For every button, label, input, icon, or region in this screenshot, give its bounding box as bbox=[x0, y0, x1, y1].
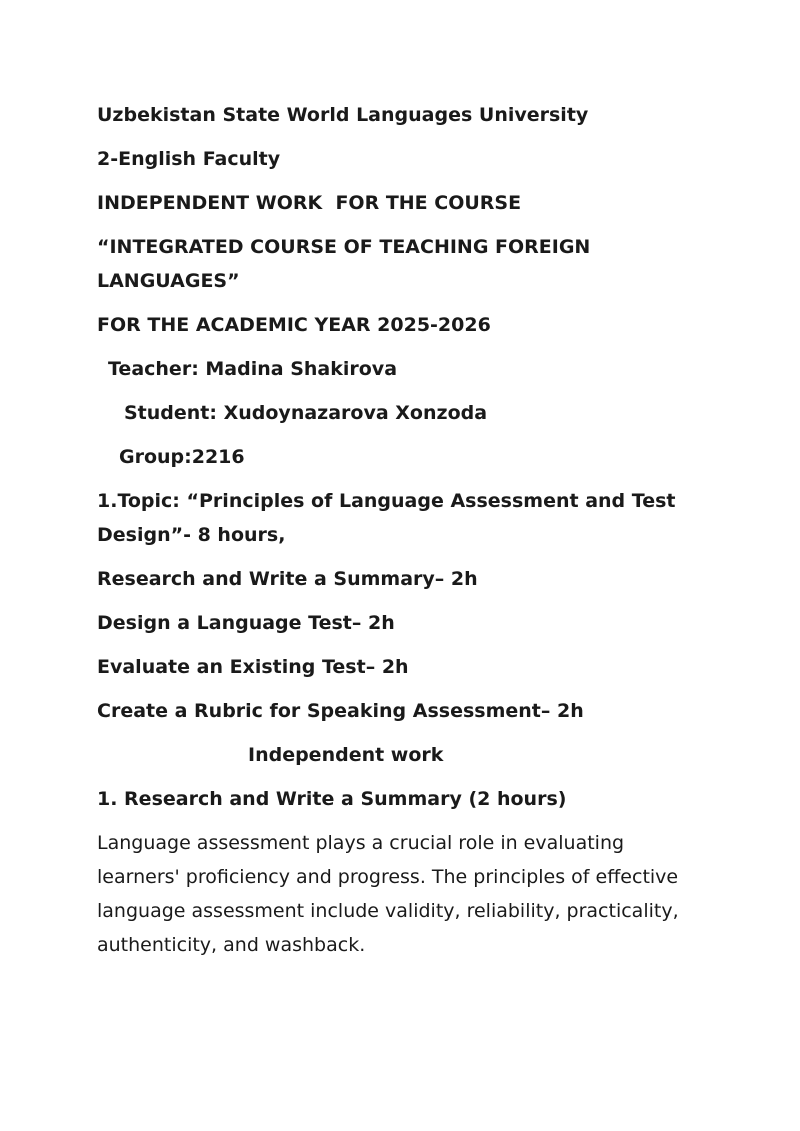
topic-title: 1.Topic: “Principles of Language Assessment and Test Design”- 8 hours, bbox=[97, 490, 683, 546]
document-page bbox=[97, 98, 697, 962]
work-title: INDEPENDENT WORK FOR THE COURSE bbox=[97, 192, 522, 214]
group-number: Group:2216 bbox=[119, 446, 245, 468]
task-item: Research and Write a Summary– 2h bbox=[97, 568, 478, 590]
task-item: Evaluate an Existing Test– 2h bbox=[97, 656, 409, 678]
section-subheading: 1. Research and Write a Summary (2 hours) bbox=[97, 788, 567, 810]
task-item: Design a Language Test– 2h bbox=[97, 612, 395, 634]
task-item: Create a Rubric for Speaking Assessment– 2h bbox=[97, 700, 584, 722]
summary-paragraph: Language assessment plays a crucial role in evaluating learners' proficiency and progress. The principles of effective language assessment include validity, reliability, practicality, authenticity, and washback. bbox=[97, 832, 679, 956]
teacher-name: Teacher: Madina Shakirova bbox=[108, 358, 398, 380]
faculty-name: 2-English Faculty bbox=[97, 148, 281, 170]
academic-year: FOR THE ACADEMIC YEAR 2025-2026 bbox=[97, 314, 491, 336]
section-heading: Independent work bbox=[248, 744, 444, 766]
student-name: Student: Xudoynazarova Xonzoda bbox=[124, 402, 488, 424]
university-name: Uzbekistan State World Languages University bbox=[97, 104, 589, 126]
course-name: “INTEGRATED COURSE OF TEACHING FOREIGN LANGUAGES” bbox=[97, 236, 597, 292]
